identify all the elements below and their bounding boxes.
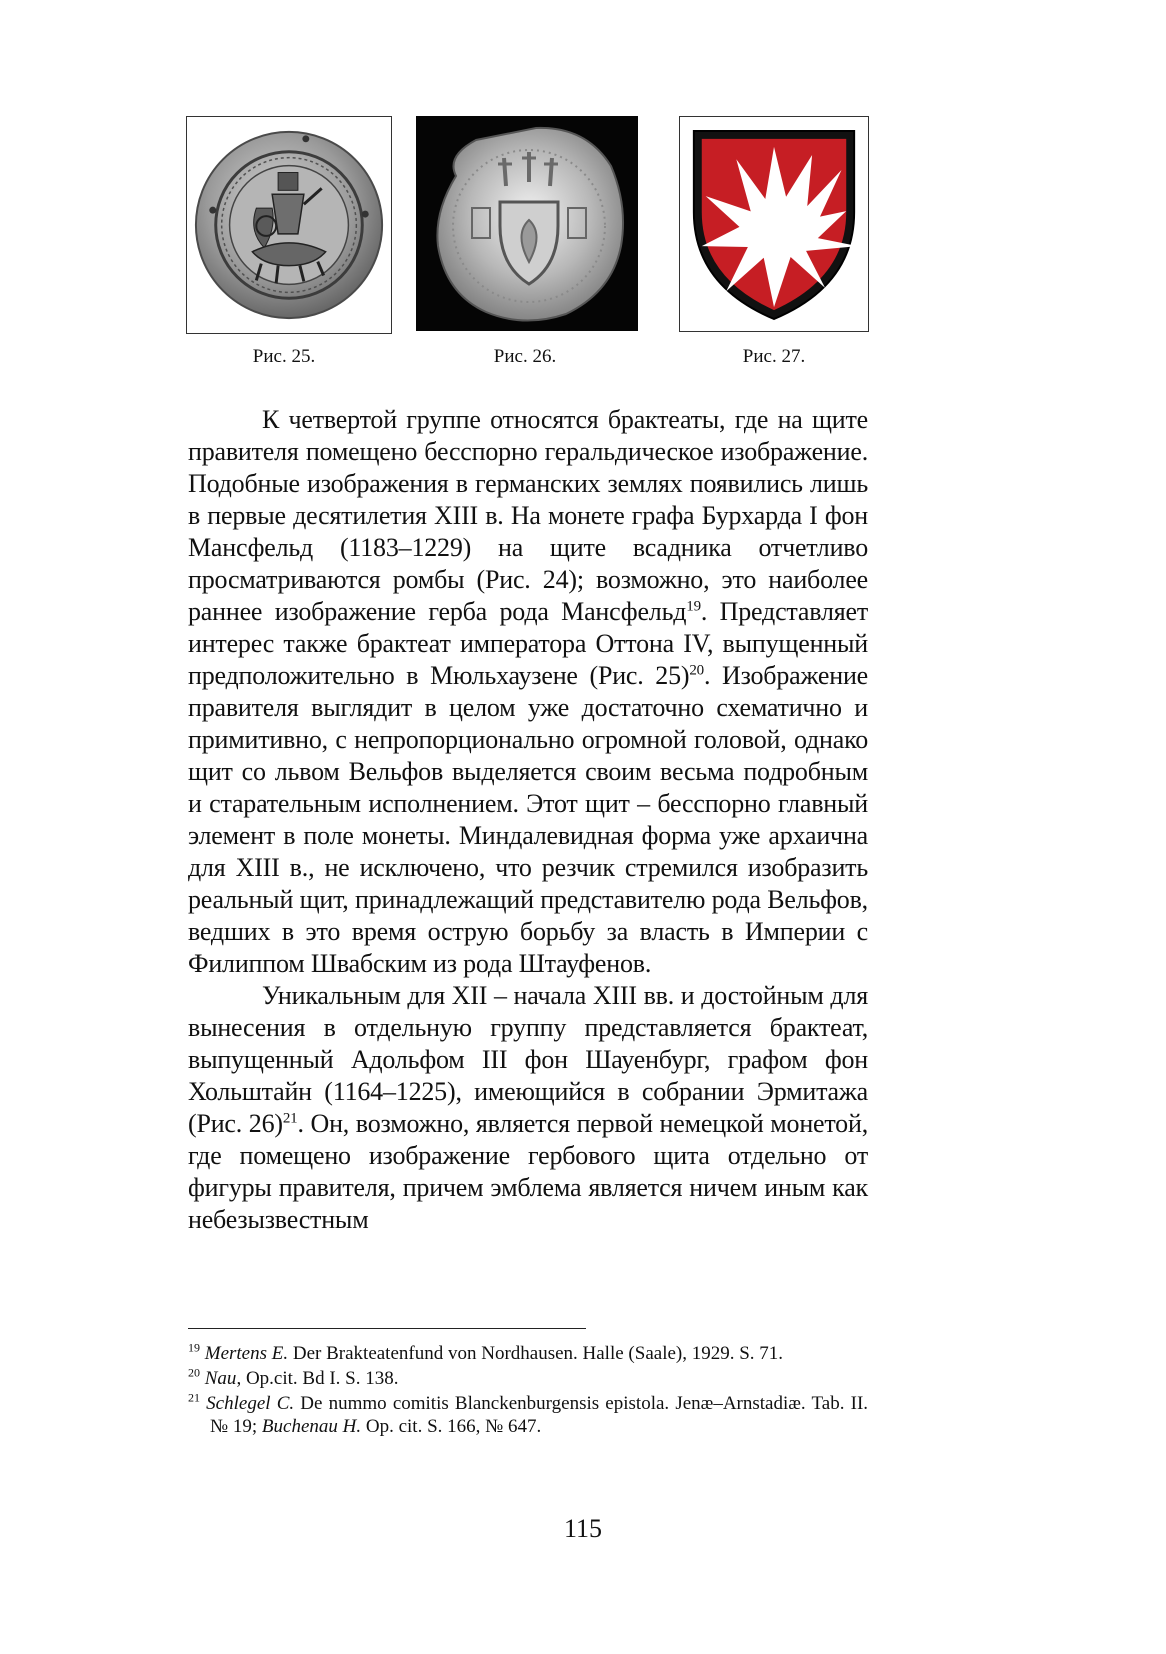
footnote-number: 21 xyxy=(188,1390,200,1405)
footnote-reference[interactable]: 20 xyxy=(689,662,704,679)
paragraph xyxy=(188,404,868,980)
footnote-reference[interactable]: 19 xyxy=(686,598,701,615)
footnote-number: 19 xyxy=(188,1340,200,1355)
paragraph-text: Уникальным для XII – начала XIII вв. и достойным для вынесения в отдельную группу представляется брактеат, выпущенный Адольфом III фон Шауенбург, графом фон Хольштайн (1164–1225), имеющийся в собрании Эрмитажа (Рис. 26) xyxy=(188,981,868,1138)
page-number: 115 xyxy=(563,1514,603,1543)
footnote-reference[interactable]: 21 xyxy=(282,1110,298,1127)
footnote-number: 20 xyxy=(188,1365,200,1380)
figure-caption: Рис. 26. xyxy=(493,346,557,367)
bracteate-rider-image xyxy=(187,117,391,333)
paragraph xyxy=(188,980,868,1236)
footnote-author: Schlegel C. xyxy=(206,1393,295,1414)
footnote-text: Der Brakteatenfund von Nordhausen. Halle (Saale), 1929. S. 71. xyxy=(288,1343,784,1364)
body-text xyxy=(188,404,868,1236)
paragraph-text: . Представляет интерес также брактеат императора Оттона IV, выпущенный предположительно в Мюльхаузене (Рис. 25) xyxy=(188,597,868,690)
figure-caption: Рис. 25. xyxy=(252,346,316,367)
footnote xyxy=(188,1392,868,1438)
footnote-text: Op. cit. S. 166, № 647. xyxy=(361,1416,542,1437)
footnote-author: Mertens E. xyxy=(204,1343,289,1364)
coat-of-arms-nettle-image xyxy=(680,117,868,331)
paragraph-text: . Он, возможно, является первой немецкой монетой, где помещено изображение гербового щита отдельно от фигуры правителя, причем эмблема является ничем иным как небезызвестным xyxy=(188,1109,869,1234)
paragraph-text: К четвертой группе относятся брактеаты, где на щите правителя помещено бесспорно геральдическое изображение. Подобные изображения в германских землях появились лишь в первые десятилетия XIII в. На монете графа Бурхарда I фон Мансфельд (1183–1229) на щите всадника отчетливо просматриваются ромбы (Рис. 24); возможно, это наиболее раннее изображение герба рода Мансфельд xyxy=(188,405,868,626)
footnote xyxy=(188,1342,868,1365)
bracteate-shield-image xyxy=(416,116,638,331)
figure-26-image xyxy=(416,116,638,331)
footnote-text: , Op.cit. Bd I. S. 138. xyxy=(236,1368,399,1389)
paragraph-text: . Изображение правителя выглядит в целом уже достаточно схематично и примитивно, с непропорционально огромной головой, однако щит со львом Вельфов выделяется своим весьма подробным и старательным исполнением. Этот щит – бесспорно главный элемент в поле монеты. Миндалевидная форма уже архаична для XIII в., не исключено, что резчик стремился изобразить реальный щит, принадлежащий представителю рода Вельфов, ведших в это время острую борьбу за власть в Империи с Филиппом Швабским из рода Штауфенов. xyxy=(188,661,869,978)
footnotes xyxy=(188,1342,868,1440)
figure-25-image xyxy=(186,116,392,334)
footnote xyxy=(188,1367,868,1390)
footnote-divider xyxy=(188,1328,586,1329)
figure-27-image xyxy=(679,116,869,332)
footnote-author: Nau xyxy=(204,1368,237,1389)
footnote-author: Buchenau H. xyxy=(261,1416,362,1437)
figure-caption: Рис. 27. xyxy=(742,346,806,367)
footnote-text: De nummo comitis Blanckenburgensis epistola. Jenæ–Arnstadiæ. Tab. II. № 19; xyxy=(210,1393,869,1437)
